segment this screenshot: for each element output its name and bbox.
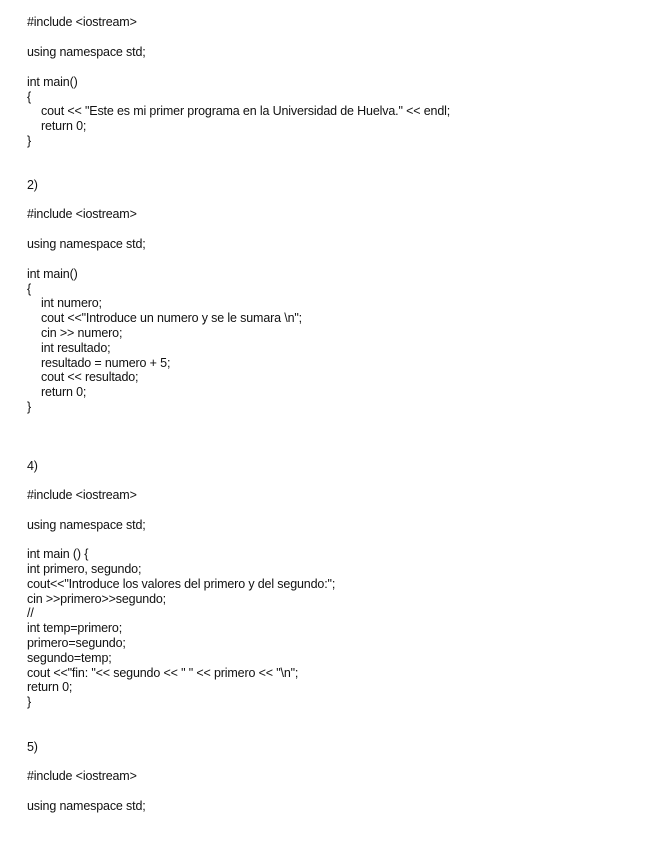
- include-line: #include <iostream>: [27, 769, 137, 783]
- using-line: using namespace std;: [27, 237, 146, 251]
- code-line: }: [27, 134, 32, 148]
- code-line: {: [27, 282, 32, 296]
- code-line: cout <<"Introduce un numero y se le sumara \n";: [41, 311, 302, 325]
- code-line: cout<<"Introduce los valores del primero y del segundo:";: [27, 577, 336, 591]
- section-label: 5): [27, 740, 38, 754]
- code-line: resultado = numero + 5;: [41, 356, 171, 370]
- using-line: using namespace std;: [27, 518, 146, 532]
- code-line: return 0;: [41, 385, 87, 399]
- code-line: segundo=temp;: [27, 651, 112, 665]
- code-line: int main () {: [27, 547, 89, 561]
- code-line: return 0;: [27, 680, 73, 694]
- code-line: int resultado;: [41, 341, 111, 355]
- code-line: int primero, segundo;: [27, 562, 142, 576]
- code-line: primero=segundo;: [27, 636, 126, 650]
- code-line: }: [27, 695, 32, 709]
- include-line: #include <iostream>: [27, 15, 137, 29]
- code-line: {: [27, 90, 32, 104]
- code-line: cout << "Este es mi primer programa en la Universidad de Huelva." << endl;: [41, 104, 451, 118]
- code-line: return 0;: [41, 119, 87, 133]
- using-line: using namespace std;: [27, 45, 146, 59]
- code-line: cout << resultado;: [41, 370, 139, 384]
- code-line: cin >>primero>>segundo;: [27, 592, 167, 606]
- code-line: }: [27, 400, 32, 414]
- code-line: int numero;: [41, 296, 102, 310]
- code-line: int main(): [27, 75, 78, 89]
- include-line: #include <iostream>: [27, 207, 137, 221]
- section-label: 2): [27, 178, 38, 192]
- section-label: 4): [27, 459, 38, 473]
- code-line: cout <<"fin: "<< segundo << " " << primero << "\n";: [27, 666, 299, 680]
- code-line: cin >> numero;: [41, 326, 123, 340]
- code-line: int main(): [27, 267, 78, 281]
- include-line: #include <iostream>: [27, 488, 137, 502]
- using-line: using namespace std;: [27, 799, 146, 813]
- code-line: int temp=primero;: [27, 621, 123, 635]
- code-line: //: [27, 606, 34, 620]
